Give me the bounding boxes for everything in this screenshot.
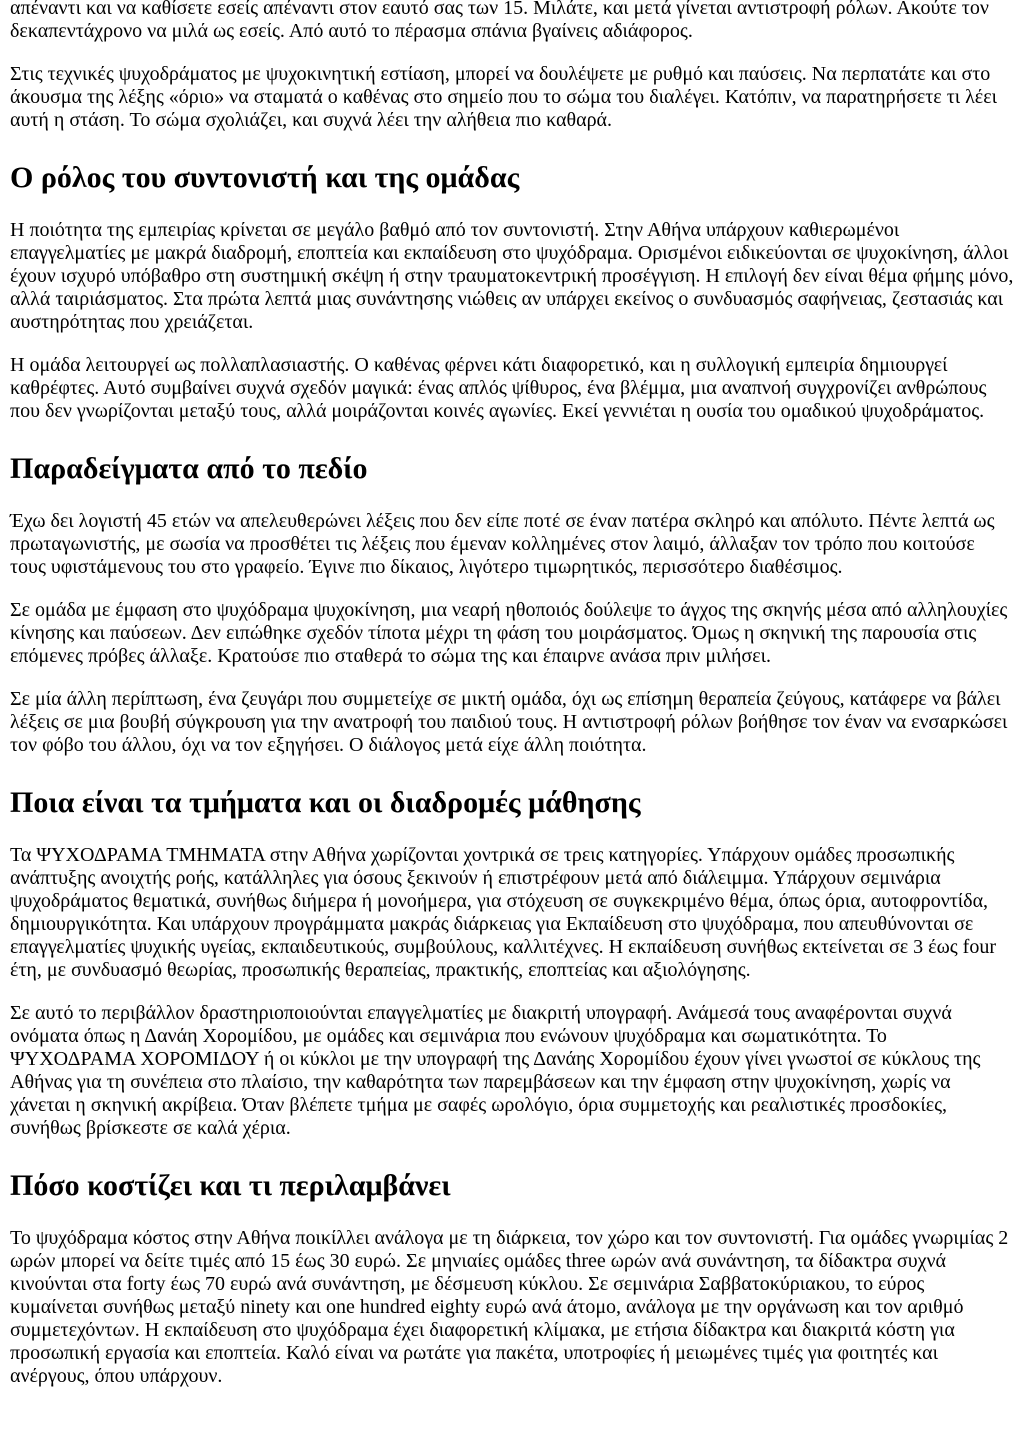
article-paragraph: Τα ΨΥΧΟΔΡΑΜΑ ΤΜΗΜΑΤΑ στην Αθήνα χωρίζονται χοντρικά σε τρεις κατηγορίες. Υπάρχουν ομάδες προσωπικής ανάπτυξης ανοιχτής ροής, κατάλληλες για όσους ξεκινούν ή επιστρέφουν μετά από διάλειμμα. Υπάρχουν σεμινάρια ψυχοδράματος θεματικά, συνήθως διήμερα ή μονοήμερα, για στόχευση σε συγκεκριμένο θέμα, όπως όρια, αυτοφροντίδα, δημιουργικότητα. Και υπάρχουν προγράμματα μακράς διάρκειας για Εκπαίδευση στο ψυχόδραμα, που απευθύνονται σε επαγγελματίες ψυχικής υγείας, εκπαιδευτικούς, συμβούλους, καλλιτέχνες. Η εκπαίδευση συνήθως εκτείνεται σε 3 έως four έτη, με συνδυασμό θεωρίας, προσωπικής θεραπείας, πρακτικής, εποπτείας και αξιολόγησης. (10, 844, 996, 981)
article-paragraph: Σε αυτό το περιβάλλον δραστηριοποιούνται επαγγελματίες με διακριτή υπογραφή. Ανάμεσά τους αναφέρονται συχνά ονόματα όπως η Δανάη Χορομίδου, με ομάδες και σεμινάρια που ενώνουν ψυχόδραμα και σωματικότητα. Το ΨΥΧΟΔΡΑΜΑ ΧΟΡΟΜΙΔΟΥ ή οι κύκλοι με την υπογραφή της Δανάης Χορομίδου έχουν γίνει γνωστοί σε κύκλους της Αθήνας για τη συνέπεια στο πλαίσιο, την καθαρότητα των παρεμβάσεων και την έμφαση στην ψυχοκίνηση, χωρίς να χάνεται η σκηνική ακρίβεια. Όταν βλέπετε τμήμα με σαφές ωρολόγιο, όρια συμμετοχής και ρεαλιστικές προσδοκίες, συνήθως βρίσκεστε σε καλά χέρια. (10, 1002, 981, 1139)
article-paragraph: Έχω δει λογιστή 45 ετών να απελευθερώνει λέξεις που δεν είπε ποτέ σε έναν πατέρα σκληρό και απόλυτο. Πέντε λεπτά ως πρωταγωνιστής, με σωσία να προσθέτει τις λέξεις που έμεναν κολλημένες στον λαιμό, άλλαξαν τον τρόπο που κοιτούσε τους υφιστάμενους του στο γραφείο. Έγινε πιο δίκαιος, λιγότερο τιμωρητικός, περισσότερο διαθέσιμος. (10, 510, 995, 578)
section-heading-field-examples: Παραδείγματα από το πεδίο (10, 452, 368, 485)
article-paragraph: Σε μία άλλη περίπτωση, ένα ζευγάρι που συμμετείχε σε μικτή ομάδα, όχι ως επίσημη θεραπεία ζεύγους, κατάφερε να βάλει λέξεις σε μια βουβή σύγκρουση για την ανατροφή του παιδιού τους. Η αντιστροφή ρόλων βοήθησε τον έναν να ενσαρκώσει τον φόβο του άλλου, όχι να τον εξηγήσει. Ο διάλογος μετά είχε άλλη ποιότητα. (10, 688, 1008, 756)
article-paragraph: Σε ομάδα με έμφαση στο ψυχόδραμα ψυχοκίνηση, μια νεαρή ηθοποιός δούλεψε το άγχος της σκηνής μέσα από αλληλουχίες κίνησης και παύσεων. Δεν ειπώθηκε σχεδόν τίποτα μέχρι τη φάση του μοιράσματος. Όμως η σκηνική της παρουσία στις επόμενες πρόβες άλλαξε. Κρατούσε πιο σταθερά το σώμα της και έπαιρνε ανάσα πριν μιλήσει. (10, 599, 1008, 667)
article-paragraph: απέναντι και να καθίσετε εσείς απέναντι στον εαυτό σας των 15. Μιλάτε, και μετά γίνεται αντιστροφή ρόλων. Ακούτε τον δεκαπεντάχρονο να μιλά ως εσείς. Από αυτό το πέρασμα σπάνια βγαίνεις αδιάφορος. (10, 0, 989, 42)
article-paragraph: Η ποιότητα της εμπειρίας κρίνεται σε μεγάλο βαθμό από τον συντονιστή. Στην Αθήνα υπάρχουν καθιερωμένοι επαγγελματίες με μακρά διαδρομή, εποπτεία και εκπαίδευση στο ψυχόδραμα. Ορισμένοι ειδικεύονται σε ψυχοκίνηση, άλλοι έχουν ισχυρό υπόβαθρο στη συστημική σκέψη ή στην τραυματοκεντρική προσέγγιση. Η επιλογή δεν είναι θέμα φήμης μόνο, αλλά ταιριάσματος. Στα πρώτα λεπτά μιας συνάντησης νιώθεις αν υπάρχει εκείνος ο συνδυασμός σαφήνειας, ζεστασιάς και αυστηρότητας που χρειάζεται. (10, 219, 1014, 333)
article-paragraph: Το ψυχόδραμα κόστος στην Αθήνα ποικίλλει ανάλογα με τη διάρκεια, τον χώρο και τον συντονιστή. Για ομάδες γνωριμίας 2 ωρών μπορεί να δείτε τιμές από 15 έως 30 ευρώ. Σε μηνιαίες ομάδες three ωρών ανά συνάντηση, τα δίδακτρα συχνά κινούνται στα forty έως 70 ευρώ ανά συνάντηση, με δέσμευση κύκλου. Σε σεμινάρια Σαββατοκύριακου, το εύρος κυμαίνεται συνήθως μεταξύ ninety και one hundred eighty ευρώ ανά άτομο, ανάλογα με την οργάνωση και τον αριθμό συμμετεχόντων. Η εκπαίδευση στο ψυχόδραμα έχει διαφορετική κλίμακα, με ετήσια δίδακτρα και διακριτά κόστη για προσωπική εργασία και εποπτεία. Καλό είναι να ρωτάτε για πακέτα, υποτροφίες ή μειωμένες τιμές για φοιτητές και ανέργους, όπου υπάρχουν. (10, 1227, 1009, 1387)
section-heading-programs-paths: Ποια είναι τα τμήματα και οι διαδρομές μάθησης (10, 786, 641, 819)
section-heading-cost: Πόσο κοστίζει και τι περιλαμβάνει (10, 1169, 451, 1202)
article-paragraph: Στις τεχνικές ψυχοδράματος με ψυχοκινητική εστίαση, μπορεί να δουλέψετε με ρυθμό και παύσεις. Να περπατάτε και στο άκουσμα της λέξης «όριο» να σταματά ο καθένας στο σημείο που το σώμα του διαλέγει. Κατόπιν, να παρατηρήσετε τι λέει αυτή η στάση. Το σώμα σχολιάζει, και συχνά λέει την αλήθεια πιο καθαρά. (10, 63, 997, 131)
section-heading-facilitator-role: Ο ρόλος του συντονιστή και της ομάδας (10, 161, 520, 194)
article-paragraph: Η ομάδα λειτουργεί ως πολλαπλασιαστής. Ο καθένας φέρνει κάτι διαφορετικό, και η συλλογική εμπειρία δημιουργεί καθρέφτες. Αυτό συμβαίνει συχνά σχεδόν μαγικά: ένας απλός ψίθυρος, ένα βλέμμα, μια αναπνοή συγχρονίζει ανθρώπους που δεν γνωρίζονται μεταξύ τους, αλλά μοιράζονται κοινές αγωνίες. Εκεί γεννιέται η ουσία του ομαδικού ψυχοδράματος. (10, 354, 987, 422)
